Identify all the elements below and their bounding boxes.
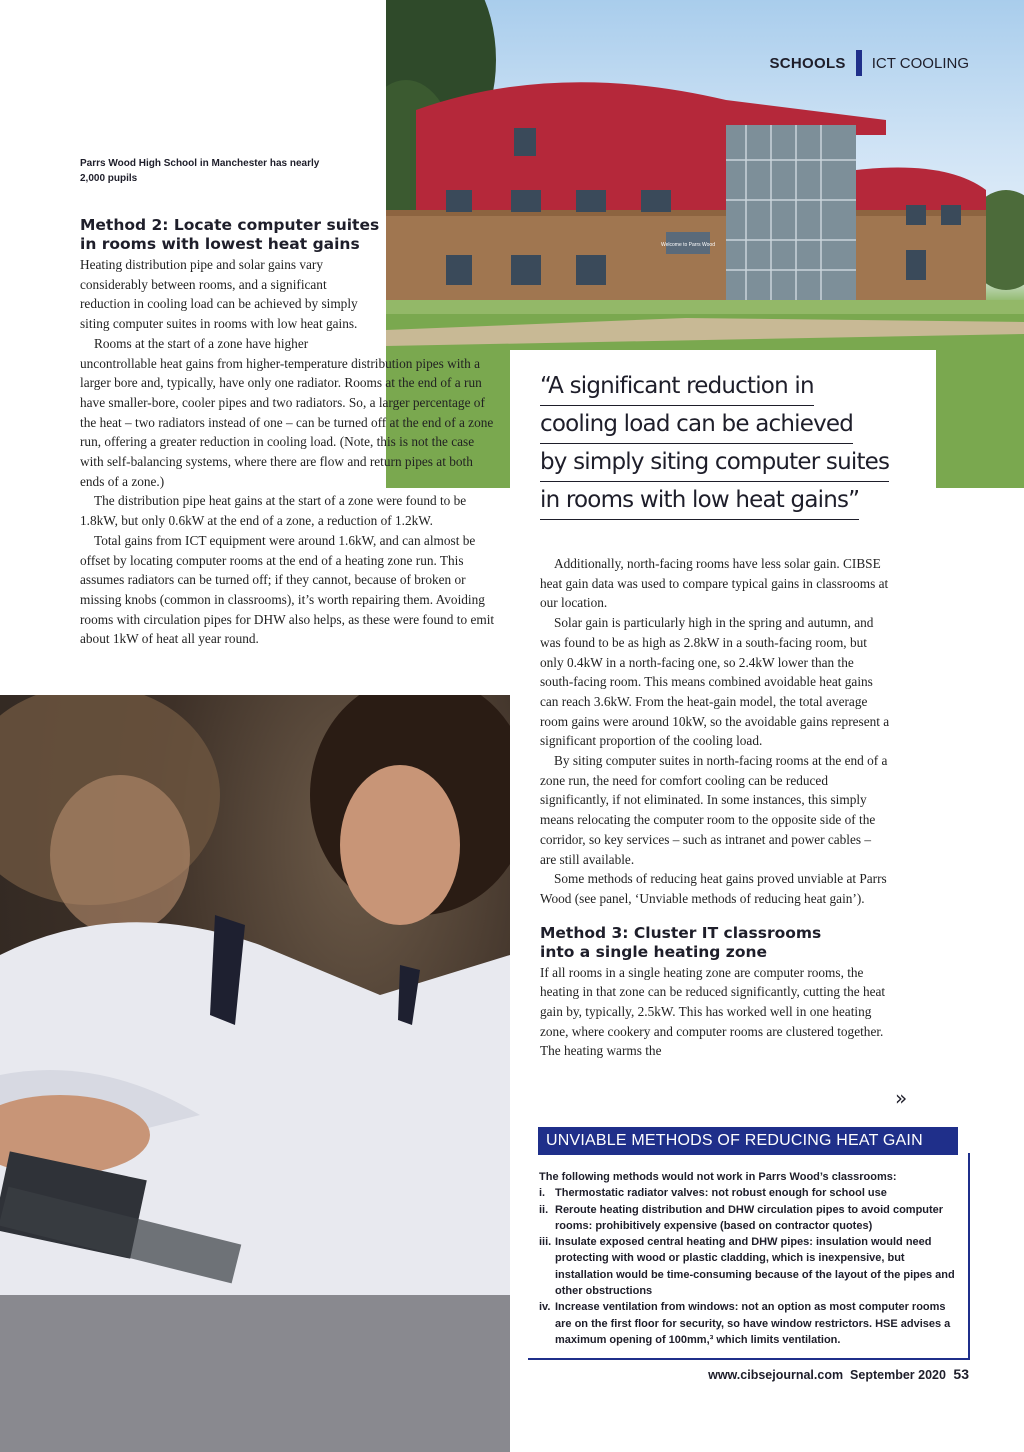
body-paragraph: Additionally, north-facing rooms have less solar gain. CIBSE heat gain data was used to compare typical gains in classrooms at our location. [540,556,889,611]
section-divider [856,50,862,76]
panel-item-number: ii. [539,1203,549,1216]
pull-quote-line: cooling load can be achieved [540,406,853,444]
subsection-label: ICT COOLING [871,54,969,72]
right-column [540,554,890,1061]
pull-quote [540,368,920,520]
method2-heading-line2: in rooms with lowest heat gains [80,235,360,253]
students-illustration [0,695,510,1452]
pull-quote-line: “A significant reduction in [540,368,814,406]
method2-paragraph: The distribution pipe heat gains at the start of a zone were found to be 1.8kW, but only 0.6kW at the end of a zone, a reduction of 1.2kW. [80,493,467,529]
journal-url[interactable]: www.cibsejournal.com [708,1368,844,1382]
panel-list-item [539,1202,956,1235]
method3-paragraph: If all rooms in a single heating zone are computer rooms, the heating in that zone can be reduced significantly, cutting the heat gain by, typically, 2.5kW. This has worked well in one heating zone, where cookery and computer rooms are clustered together. The heating warms the [540,964,886,1059]
method2-paragraph: uncontrollable heat gains from higher-temperature distribution pipes with a larger bore and, typically, have only one radiator. Rooms at the end of a run have smaller-bore, cooler pipes and two radiators. So, a larger percentage of the heat – two radiators instead of one – can be turned off at the end of a zone run, offering a greater reduction in cooling load. (Note, this is not the case with self-balancing systems, where there are flow and return pipes at both ends of a zone.) [80,355,494,489]
pull-quote-line: by simply siting computer suites [540,444,889,482]
panel-item-text: Reroute heating distribution and DHW circulation pipes to avoid computer rooms: prohibitively expensive (based on contractor quotes) [555,1203,944,1232]
method2-paragraph: Heating distribution pipe and solar gains vary considerably between rooms, and a significant reduction in cooling load can be achieved by simply siting computer suites in rooms with low heat gains. [80,257,358,332]
photo-caption: Parrs Wood High School in Manchester has nearly 2,000 pupils [80,158,320,184]
method2-heading-line1: Method 2: Locate computer suites [80,216,380,234]
section-label: SCHOOLS [769,54,846,72]
body-paragraph: By siting computer suites in north-facing rooms at the end of a zone run, the need for comfort cooling can be reduced significantly, if not eliminated. In some instances, this simply means relocating the computer room to the opposite side of the corridor, so key services – such as intranet and power cables – are still available. [540,753,888,867]
section-header [769,50,969,76]
method3-heading-line2: into a single heating zone [540,942,768,961]
method2-paragraph: Total gains from ICT equipment were around 1.6kW, and can almost be offset by locating computer rooms at the end of a heating zone run. This assumes radiators can be turned off; if they cannot, because of broken or missing knobs (common in classrooms), it’s worth repairing them. Avoiding rooms with circulation pipes for DHW also helps, as these were found to emit about 1kW of heat all year round. [80,532,495,647]
panel-intro: The following methods would not work in Parrs Wood’s classrooms: [539,1171,897,1183]
continued-icon: » [895,1086,908,1110]
school-sign-text: Welcome to Parrs Wood [660,242,716,248]
students-photo [0,695,510,1452]
unviable-methods-panel [528,1153,970,1360]
panel-list-item [539,1299,956,1348]
panel-title: UNVIABLE METHODS OF REDUCING HEAT GAIN [538,1127,958,1155]
pull-quote-line: in rooms with low heat gains” [540,482,859,520]
panel-item-number: iii. [539,1236,552,1249]
page-number: 53 [953,1366,969,1382]
panel-item-number: iv. [539,1301,551,1314]
panel-item-number: i. [539,1187,546,1200]
left-column [80,216,500,649]
panel-item-text: Increase ventilation from windows: not an option as most computer rooms are on the first floor for security, so have window restrictors. HSE advises a maximum opening of 100mm,³ which limits ventilation. [555,1301,951,1346]
method3-heading-line1: Method 3: Cluster IT classrooms [540,923,822,942]
method2-heading [80,216,500,254]
panel-list-item [539,1185,956,1201]
method3-heading [540,924,890,962]
panel-item-text: Thermostatic radiator valves: not robust enough for school use [555,1187,887,1200]
body-paragraph: Some methods of reducing heat gains proved unviable at Parrs Wood (see panel, ‘Unviable methods of reducing heat gain’). [540,871,887,906]
page-footer [708,1366,969,1382]
method2-paragraph: Rooms at the start of a zone have higher [94,335,309,351]
panel-list-item [539,1234,956,1299]
body-paragraph: Solar gain is particularly high in the spring and autumn, and was found to be as high as 2.8kW in a south-facing room, but only 0.4kW in a north-facing one, so 2.4kW lower than the south-facing room. This means combined avoidable heat gains can reach 3.6kW. From the heat-gain model, the total average room gains were around 10kW, so the avoidable gains represent a significant proportion of the cooling load. [540,615,890,749]
panel-item-text: Insulate exposed central heating and DHW pipes: insulation would need protecting with wood or plastic cladding, which is inexpensive, but installation would be time-consuming because of the layout of the pipes and other obstructions [555,1236,955,1298]
issue-date: September 2020 [850,1368,946,1382]
